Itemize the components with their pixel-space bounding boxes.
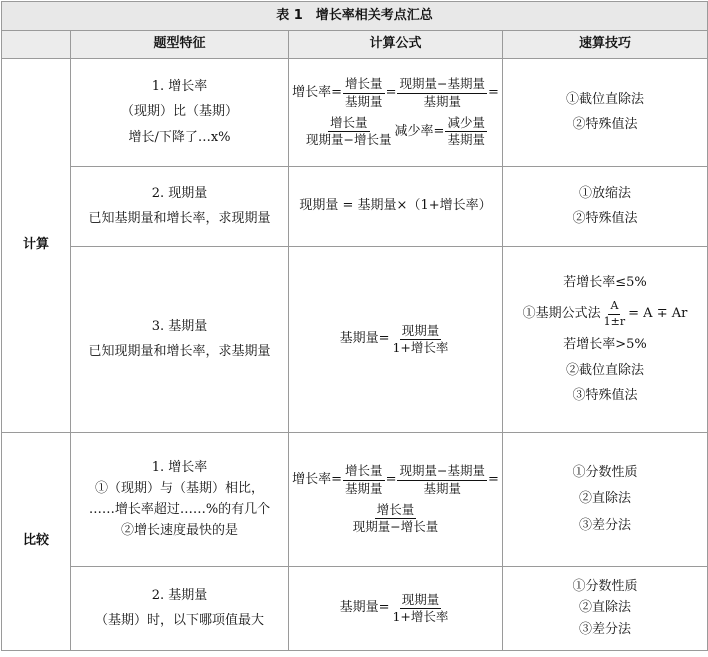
- category-calc: 计算: [2, 59, 71, 433]
- header-row: [2, 31, 708, 59]
- tip-formula-rhs: = A ∓ Ar: [628, 306, 688, 322]
- fraction: $\frac{\text{现期量}}{\text{1+增长率}}$: [392, 591, 449, 624]
- tips-cell: [503, 567, 708, 651]
- feature-cell: [71, 167, 289, 247]
- feature-line: （现期）比（基期）: [120, 104, 238, 120]
- header-formula: 计算公式: [289, 31, 503, 59]
- tips-cell: [503, 433, 708, 567]
- formula-lhs: 增长率: [292, 85, 332, 100]
- table-title: 表 1 增长率相关考点汇总: [2, 2, 708, 31]
- tip-item: ③差分法: [579, 517, 632, 533]
- fraction: $\frac{\text{增长量}}{\text{现期量−增长量}}$: [306, 115, 392, 148]
- tip-item: ②截位直除法: [566, 362, 645, 378]
- formula-mid-label: 减少率: [394, 123, 434, 139]
- tip-condition: 若增长率≤5%: [563, 274, 647, 290]
- feature-line: ……增长率超过……%的有几个: [88, 502, 271, 517]
- feature-line: ①（现期）与（基期）相比，: [94, 480, 264, 496]
- tip-item: ①截位直除法: [566, 91, 645, 107]
- feature-line: 已知基期量和增长率，求现期量: [88, 211, 271, 226]
- feature-line: （基期）时，以下哪项值最大: [94, 613, 264, 628]
- table-row: [2, 567, 708, 651]
- header-tips: 速算技巧: [503, 31, 708, 59]
- formula-cell: 增长率 = $\frac{\text{增长量}}{\text{基期量}}$ = $\frac{\text{现期量−基期量}}{\text{基期量}}$ = $\frac{\text{增长量}}{\text{现期量−增长量}}$ 减少率 = $\frac{\text{减少量}}{\text{基期量}}$: [289, 59, 503, 167]
- feature-line: 1. 增长率: [151, 459, 208, 475]
- feature-line: 1. 增长率: [151, 79, 208, 95]
- fraction: $\frac{\text{增长量}}{\text{现期量−增长量}}$: [352, 502, 439, 535]
- formula-lhs: 基期量: [339, 600, 379, 616]
- fraction: $\frac{\text{现期量}}{\text{1+增长率}}$: [392, 322, 449, 355]
- fraction: $\frac{\text{增长量}}{\text{基期量}}$: [345, 76, 383, 109]
- tip-item: ②特殊值法: [572, 117, 638, 132]
- tip-condition: 若增长率>5%: [563, 337, 647, 353]
- feature-cell: [71, 59, 289, 167]
- tip-item: ①分数性质: [572, 579, 638, 595]
- tip-item: ①分数性质: [572, 465, 638, 481]
- formula-lhs: 增长率: [292, 472, 332, 487]
- tip-item: ③特殊值法: [572, 387, 638, 403]
- fraction: $\frac{A}{1\pm r}$: [603, 299, 626, 328]
- header-feature: 题型特征: [71, 31, 289, 59]
- formula-cell: 基期量 = $\frac{\text{现期量}}{\text{1+增长率}}$: [289, 567, 503, 651]
- formula-text: 现期量 = 基期量×（1+增长率）: [299, 198, 492, 214]
- tip-item: ②直除法: [579, 600, 632, 616]
- feature-line: 2. 现期量: [151, 185, 208, 201]
- feature-line: ②增长速度最快的是: [120, 523, 238, 539]
- category-compare: 比较: [2, 433, 71, 651]
- feature-line: 3. 基期量: [151, 318, 208, 334]
- tips-cell: [503, 59, 708, 167]
- tip-item: ③差分法: [579, 621, 632, 637]
- formula-cell: 增长率 = $\frac{\text{增长量}}{\text{基期量}}$ = $\frac{\text{现期量−基期量}}{\text{基期量}}$ = $\frac{\text{增长量}}{\text{现期量−增长量}}$: [289, 433, 503, 567]
- formula-cell: 基期量 = $\frac{\text{现期量}}{\text{1+增长率}}$: [289, 247, 503, 433]
- summary-table: [1, 1, 708, 651]
- table-row: [2, 59, 708, 167]
- feature-cell: [71, 247, 289, 433]
- tip-item: ①基期公式法: [522, 306, 601, 322]
- feature-line: 增长/下降了…x%: [128, 129, 231, 145]
- table-row: [2, 247, 708, 433]
- table-row: [2, 433, 708, 567]
- tip-item: ①放缩法: [579, 185, 632, 201]
- feature-line: 2. 基期量: [151, 587, 208, 603]
- formula-lhs: 基期量: [339, 331, 379, 347]
- feature-cell: [71, 433, 289, 567]
- table-row: [2, 167, 708, 247]
- fraction: $\frac{\text{现期量−基期量}}{\text{基期量}}$: [399, 76, 485, 109]
- tip-item: ②特殊值法: [572, 211, 638, 226]
- header-empty: [2, 31, 71, 59]
- tips-cell: [503, 167, 708, 247]
- tips-cell: [503, 247, 708, 433]
- feature-line: 已知现期量和增长率，求基期量: [88, 344, 271, 359]
- fraction: $\frac{\text{现期量−基期量}}{\text{基期量}}$: [399, 463, 485, 496]
- formula-cell: [289, 167, 503, 247]
- table-title-row: [2, 2, 708, 31]
- feature-cell: [71, 567, 289, 651]
- fraction: $\frac{\text{减少量}}{\text{基期量}}$: [447, 115, 485, 148]
- tip-item: ②直除法: [579, 491, 632, 507]
- fraction: $\frac{\text{增长量}}{\text{基期量}}$: [345, 463, 383, 496]
